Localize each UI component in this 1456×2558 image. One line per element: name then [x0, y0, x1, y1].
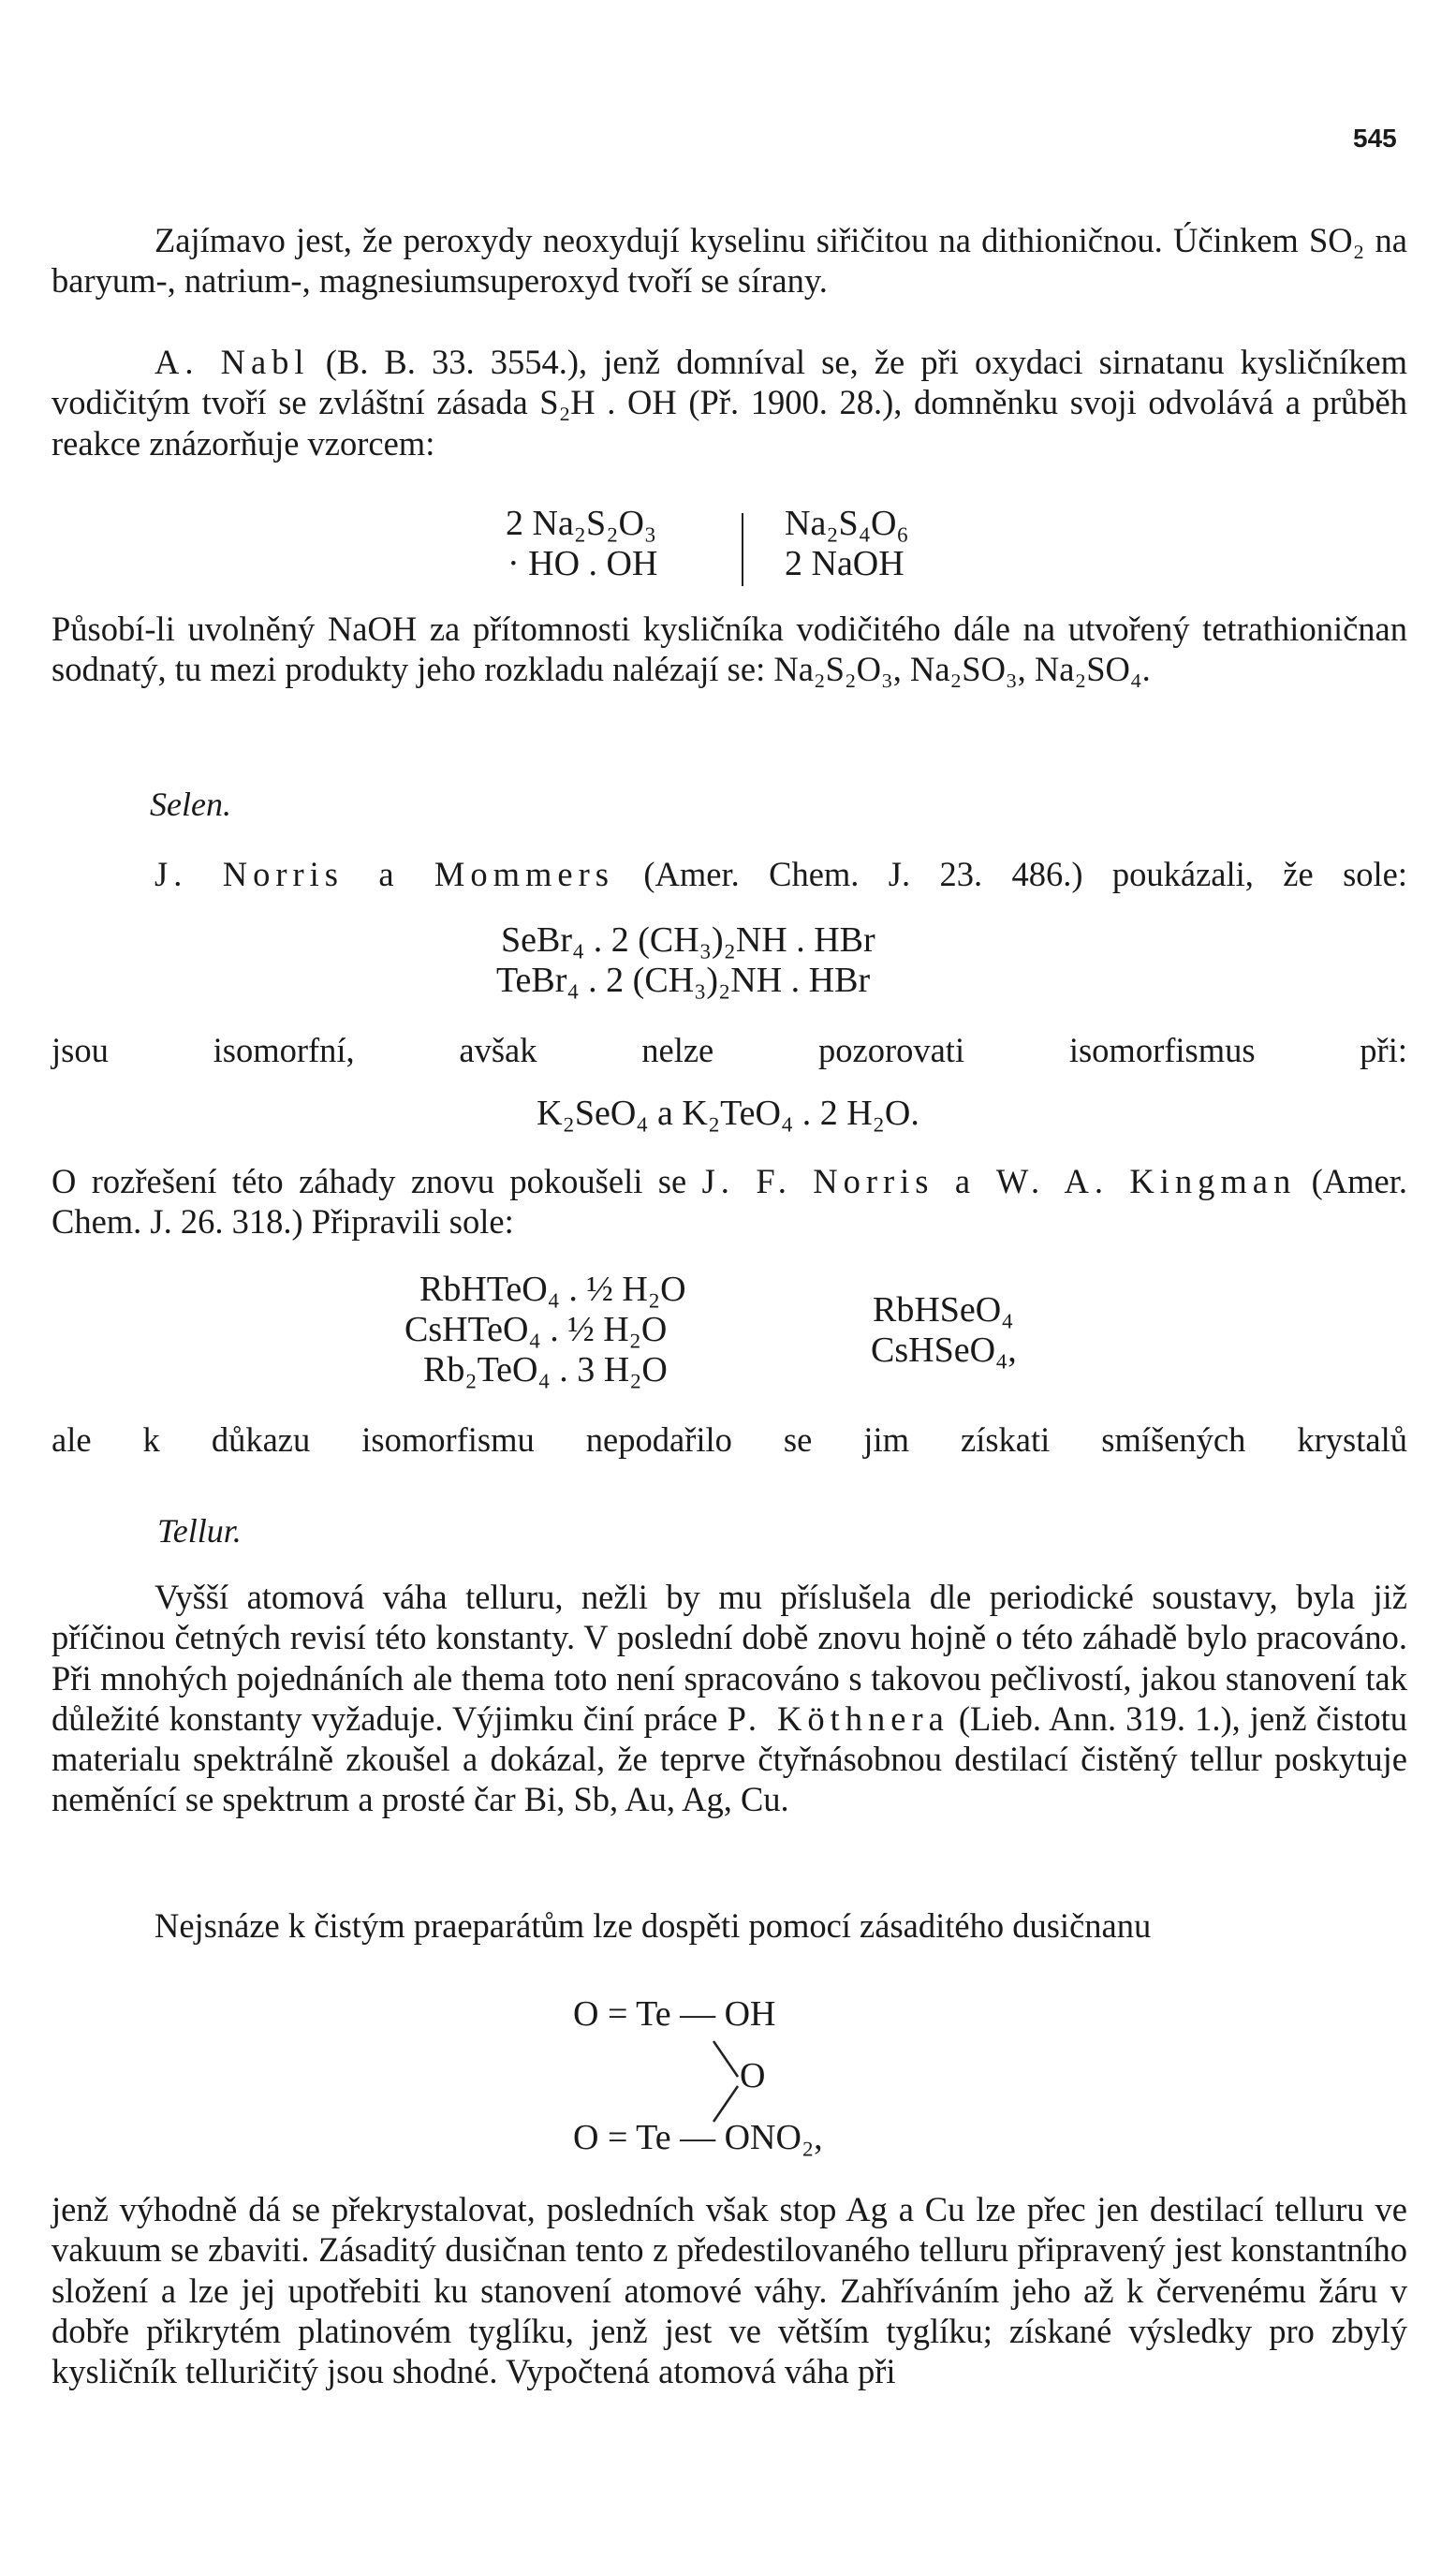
salt-rbhteo4: RbHTeO₄ . ½ H₂O — [419, 1270, 686, 1309]
heading-tellur: Tellur. — [157, 1512, 242, 1550]
reaction-right-bottom: 2 NaOH — [785, 544, 904, 583]
kingman-lead: O rozřešení této záhady znovu pokoušeli se — [51, 1162, 687, 1200]
citation-nabl: (B. B. 33. 3554.), jenž domníval se, že při oxydaci sirnatanu kysličníkem vodičitým tvoří se zvláštní zásada S₂H . OH (Př. 1900. 28.), domněnku svoji odvolává a průběh reakce znázorňuje vzorcem: — [51, 343, 1408, 463]
salt-sebr4: SeBr₄ . 2 (CH₃)₂NH . HBr — [501, 920, 875, 960]
formula-potassium: K₂SeO₄ a K₂TeO₄ . 2 H₂O. — [537, 1094, 919, 1133]
paragraph-norris-mommers — [51, 854, 1407, 894]
citation-kingman: (Amer. Chem. J. 26. 318.) Připravili sole: — [51, 1162, 1407, 1242]
paragraph-krystaly: ale k důkazu isomorfismu nepodařilo se jim získati smíšených krystalů — [51, 1420, 1407, 1459]
paragraph-tellur — [51, 1577, 1407, 1820]
paragraph-peroxydy: Zajímavo jest, že peroxydy neoxydují kyselinu siřičitou na dithioničnou. Účinkem SO₂ na baryum-, natrium-, magnesiumsuperoxyd tvoří se sírany. — [51, 221, 1407, 301]
author-norris-mommers: J. Norris a Mommers — [154, 855, 614, 893]
salt-rb2teo4: Rb₂TeO₄ . 3 H₂O — [423, 1350, 668, 1389]
paragraph-prekrystalovat: jenž výhodně dá se překrystalovat, posledních však stop Ag a Cu lze přec jen destilací telluru ve vakuum se zbaviti. Zásaditý dusičnan tento z předestilovaného telluru připravený jest konstantního složení a lze jej upotřebiti ku stanovení atomové váhy. Zahříváním jeho až k červenému žáru v dobře přikrytém platinovém tyglíku, jenž jest ve větším tyglíku; získané výsledky pro zbylý kysličník telluričitý jsou shodné. Vypočtená atomová váha při — [51, 2190, 1407, 2391]
salt-cshseo4: CsHSeO₄, — [871, 1330, 1017, 1370]
page-number: 545 — [1353, 124, 1397, 153]
paragraph-dusicnan: Nejsnáze k čistým praeparátům lze dospěti pomocí zásaditého dusičnanu — [154, 1906, 1152, 1945]
reaction-right-top: Na₂S₄O₆ — [785, 504, 909, 543]
tellur-text: Vyšší atomová váha telluru, nežli by mu příslušela dle periodické soustavy, byla již příčinou četných revisí této konstanty. V poslední době znovu hojně o této záhadě bylo pracováno. Při mnohých pojednáních ale thema toto není spracováno s takovou pečlivostí, jakou stanovení tak důležité konstanty vyžaduje. Výjimku činí práce — [51, 1578, 1407, 1738]
author-norris-kingman: J. F. Norris a W. A. Kingman — [701, 1162, 1297, 1200]
paragraph-kingman — [51, 1161, 1407, 1242]
citation-norris-mommers: (Amer. Chem. J. 23. 486.) poukázali, že sole: — [643, 855, 1408, 893]
author-kothner: P. Köthnera — [727, 1698, 949, 1738]
citation-kothner: (Lieb. Ann. 319. 1.), jenž čistotu materialu spektrálně zkoušel a dokázal, že teprve čtyřnásobnou destilací čistěný tellur poskytuje neměnící se spektrum a prosté čar Bi, Sb, Au, Ag, Cu. — [51, 1698, 1407, 1819]
structure-bridge-oxygen: O — [740, 2056, 766, 2095]
heading-selen: Selen. — [150, 786, 231, 823]
paragraph-isomorfni: jsou isomorfní, avšak nelze pozorovati isomorfismus při: — [51, 1031, 1407, 1069]
salt-rbhseo4: RbHSeO₄ — [873, 1290, 1014, 1330]
structure-top: O = Te — OH — [573, 1994, 776, 2034]
reaction-left-top: 2 Na₂S₂O₃ — [506, 504, 657, 543]
paragraph-nabl — [51, 342, 1407, 463]
reaction-left-bottom: · HO . OH — [507, 544, 658, 583]
salt-tebr4: TeBr₄ . 2 (CH₃)₂NH . HBr — [496, 961, 871, 1000]
author-nabl: A. Nabl — [154, 343, 310, 381]
reaction-divider — [742, 513, 743, 586]
structure-bottom: O = Te — ONO₂, — [573, 2118, 823, 2157]
paragraph-naoh: Působí-li uvolněný NaOH za přítomnosti kysličníka vodičitého dále na utvořený tetrathioničnan sodnatý, tu mezi produkty jeho rozkladu nalézají se: Na₂S₂O₃, Na₂SO₃, Na₂SO₄. — [51, 610, 1407, 689]
salt-cshteo4: CsHTeO₄ . ½ H₂O — [404, 1310, 668, 1349]
